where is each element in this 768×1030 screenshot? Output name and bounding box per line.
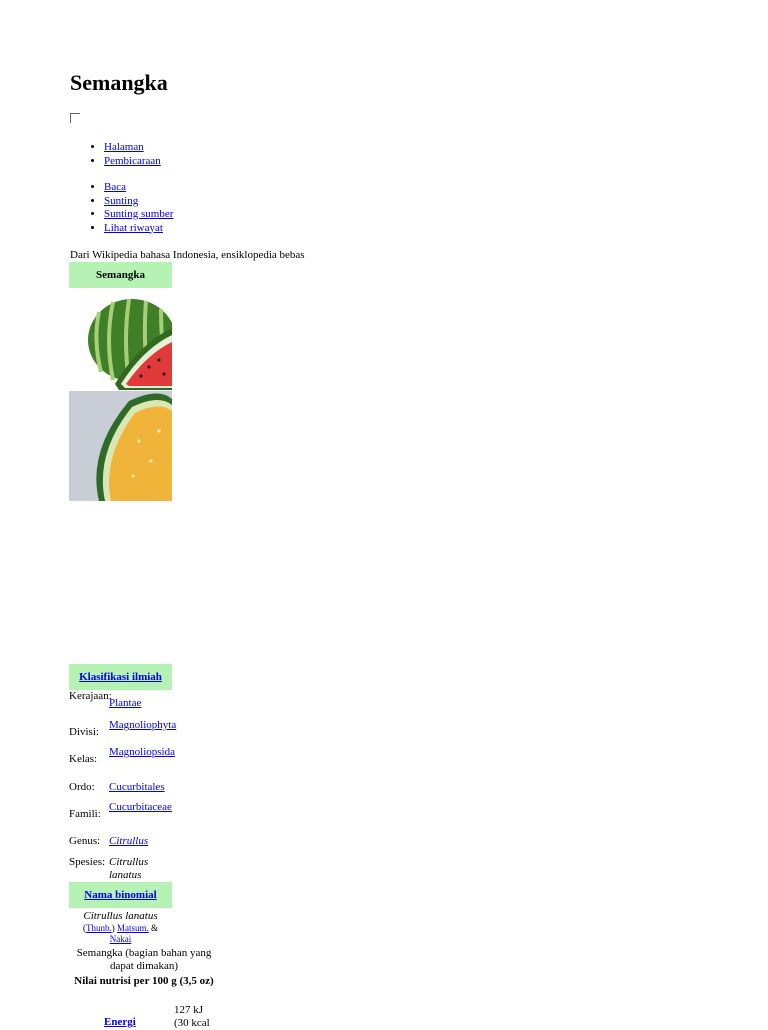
view-tab-item bbox=[104, 222, 173, 236]
namespace-tab-item bbox=[104, 155, 161, 169]
namespace-tabs bbox=[70, 141, 161, 168]
taxonomy-rank: Genus: bbox=[69, 835, 101, 847]
infobox-title: Semangka bbox=[69, 262, 172, 288]
tab-sunting-sumber[interactable]: Sunting sumber bbox=[104, 208, 174, 220]
taxonomy-value-link[interactable]: Cucurbitales bbox=[109, 781, 165, 793]
binomial-link[interactable]: Nama binomial bbox=[84, 889, 157, 901]
taxonomy-value-link[interactable]: Cucurbitaceae bbox=[109, 801, 172, 813]
infobox bbox=[69, 262, 214, 1029]
binomial-name: Citrullus lanatus bbox=[83, 910, 158, 922]
nutrition-caption: Semangka (bagian bahan yang dapat dimakan) bbox=[76, 947, 212, 972]
namespace-tab-item bbox=[104, 141, 161, 155]
energy-link[interactable]: Energi bbox=[104, 1016, 136, 1028]
page-title: Semangka bbox=[70, 70, 168, 95]
energy-value: 127 kJ (30 kcal bbox=[174, 1004, 210, 1029]
author-thunb-link[interactable]: Thunb. bbox=[85, 923, 112, 933]
taxonomy-rank: Famili: bbox=[69, 808, 101, 820]
taxonomy-species-value: Citrullus lanatus bbox=[109, 856, 149, 881]
view-tab-item bbox=[104, 195, 173, 209]
taxonomy-rank: Kelas: bbox=[69, 753, 98, 765]
author-nakai-link[interactable]: Nakai bbox=[109, 934, 132, 944]
taxonomy-rank: Kerajaan: bbox=[69, 690, 112, 702]
classification-header bbox=[69, 664, 172, 690]
site-tagline: Dari Wikipedia bahasa Indonesia, ensiklopedia bebas bbox=[70, 249, 305, 261]
nutrition-header: Nilai nutrisi per 100 g (3,5 oz) bbox=[74, 975, 214, 987]
checkbox-icon[interactable] bbox=[70, 113, 80, 123]
taxonomy-value-link[interactable]: Plantae bbox=[109, 697, 142, 709]
taxonomy-value-link[interactable]: Citrullus bbox=[109, 835, 149, 847]
view-tab-item bbox=[104, 208, 173, 222]
watermelon-yellow-image[interactable] bbox=[69, 391, 172, 501]
author-matsum-link[interactable]: Matsum. bbox=[116, 923, 149, 933]
tab-halaman[interactable]: Halaman bbox=[104, 141, 144, 153]
taxonomy-value-link[interactable]: Magnoliopsida bbox=[109, 746, 175, 758]
view-tab-item bbox=[104, 181, 173, 195]
watermelon-red-image[interactable] bbox=[69, 292, 172, 390]
binomial-authors: (Thunb.) Matsum. & Nakai bbox=[82, 923, 159, 944]
classification-link[interactable]: Klasifikasi ilmiah bbox=[79, 671, 162, 683]
taxonomy-value-link[interactable]: Magnoliophyta bbox=[109, 719, 177, 731]
tab-sunting[interactable]: Sunting bbox=[104, 194, 139, 207]
taxonomy-rank: Spesies: bbox=[69, 856, 106, 868]
tab-pembicaraan[interactable]: Pembicaraan bbox=[104, 154, 161, 167]
taxonomy-rank: Divisi: bbox=[69, 726, 99, 738]
taxonomy-rank: Ordo: bbox=[69, 781, 95, 793]
view-tabs bbox=[70, 181, 173, 235]
tab-lihat-riwayat[interactable]: Lihat riwayat bbox=[104, 221, 163, 234]
binomial-header bbox=[69, 882, 172, 908]
tab-baca[interactable]: Baca bbox=[104, 181, 126, 193]
